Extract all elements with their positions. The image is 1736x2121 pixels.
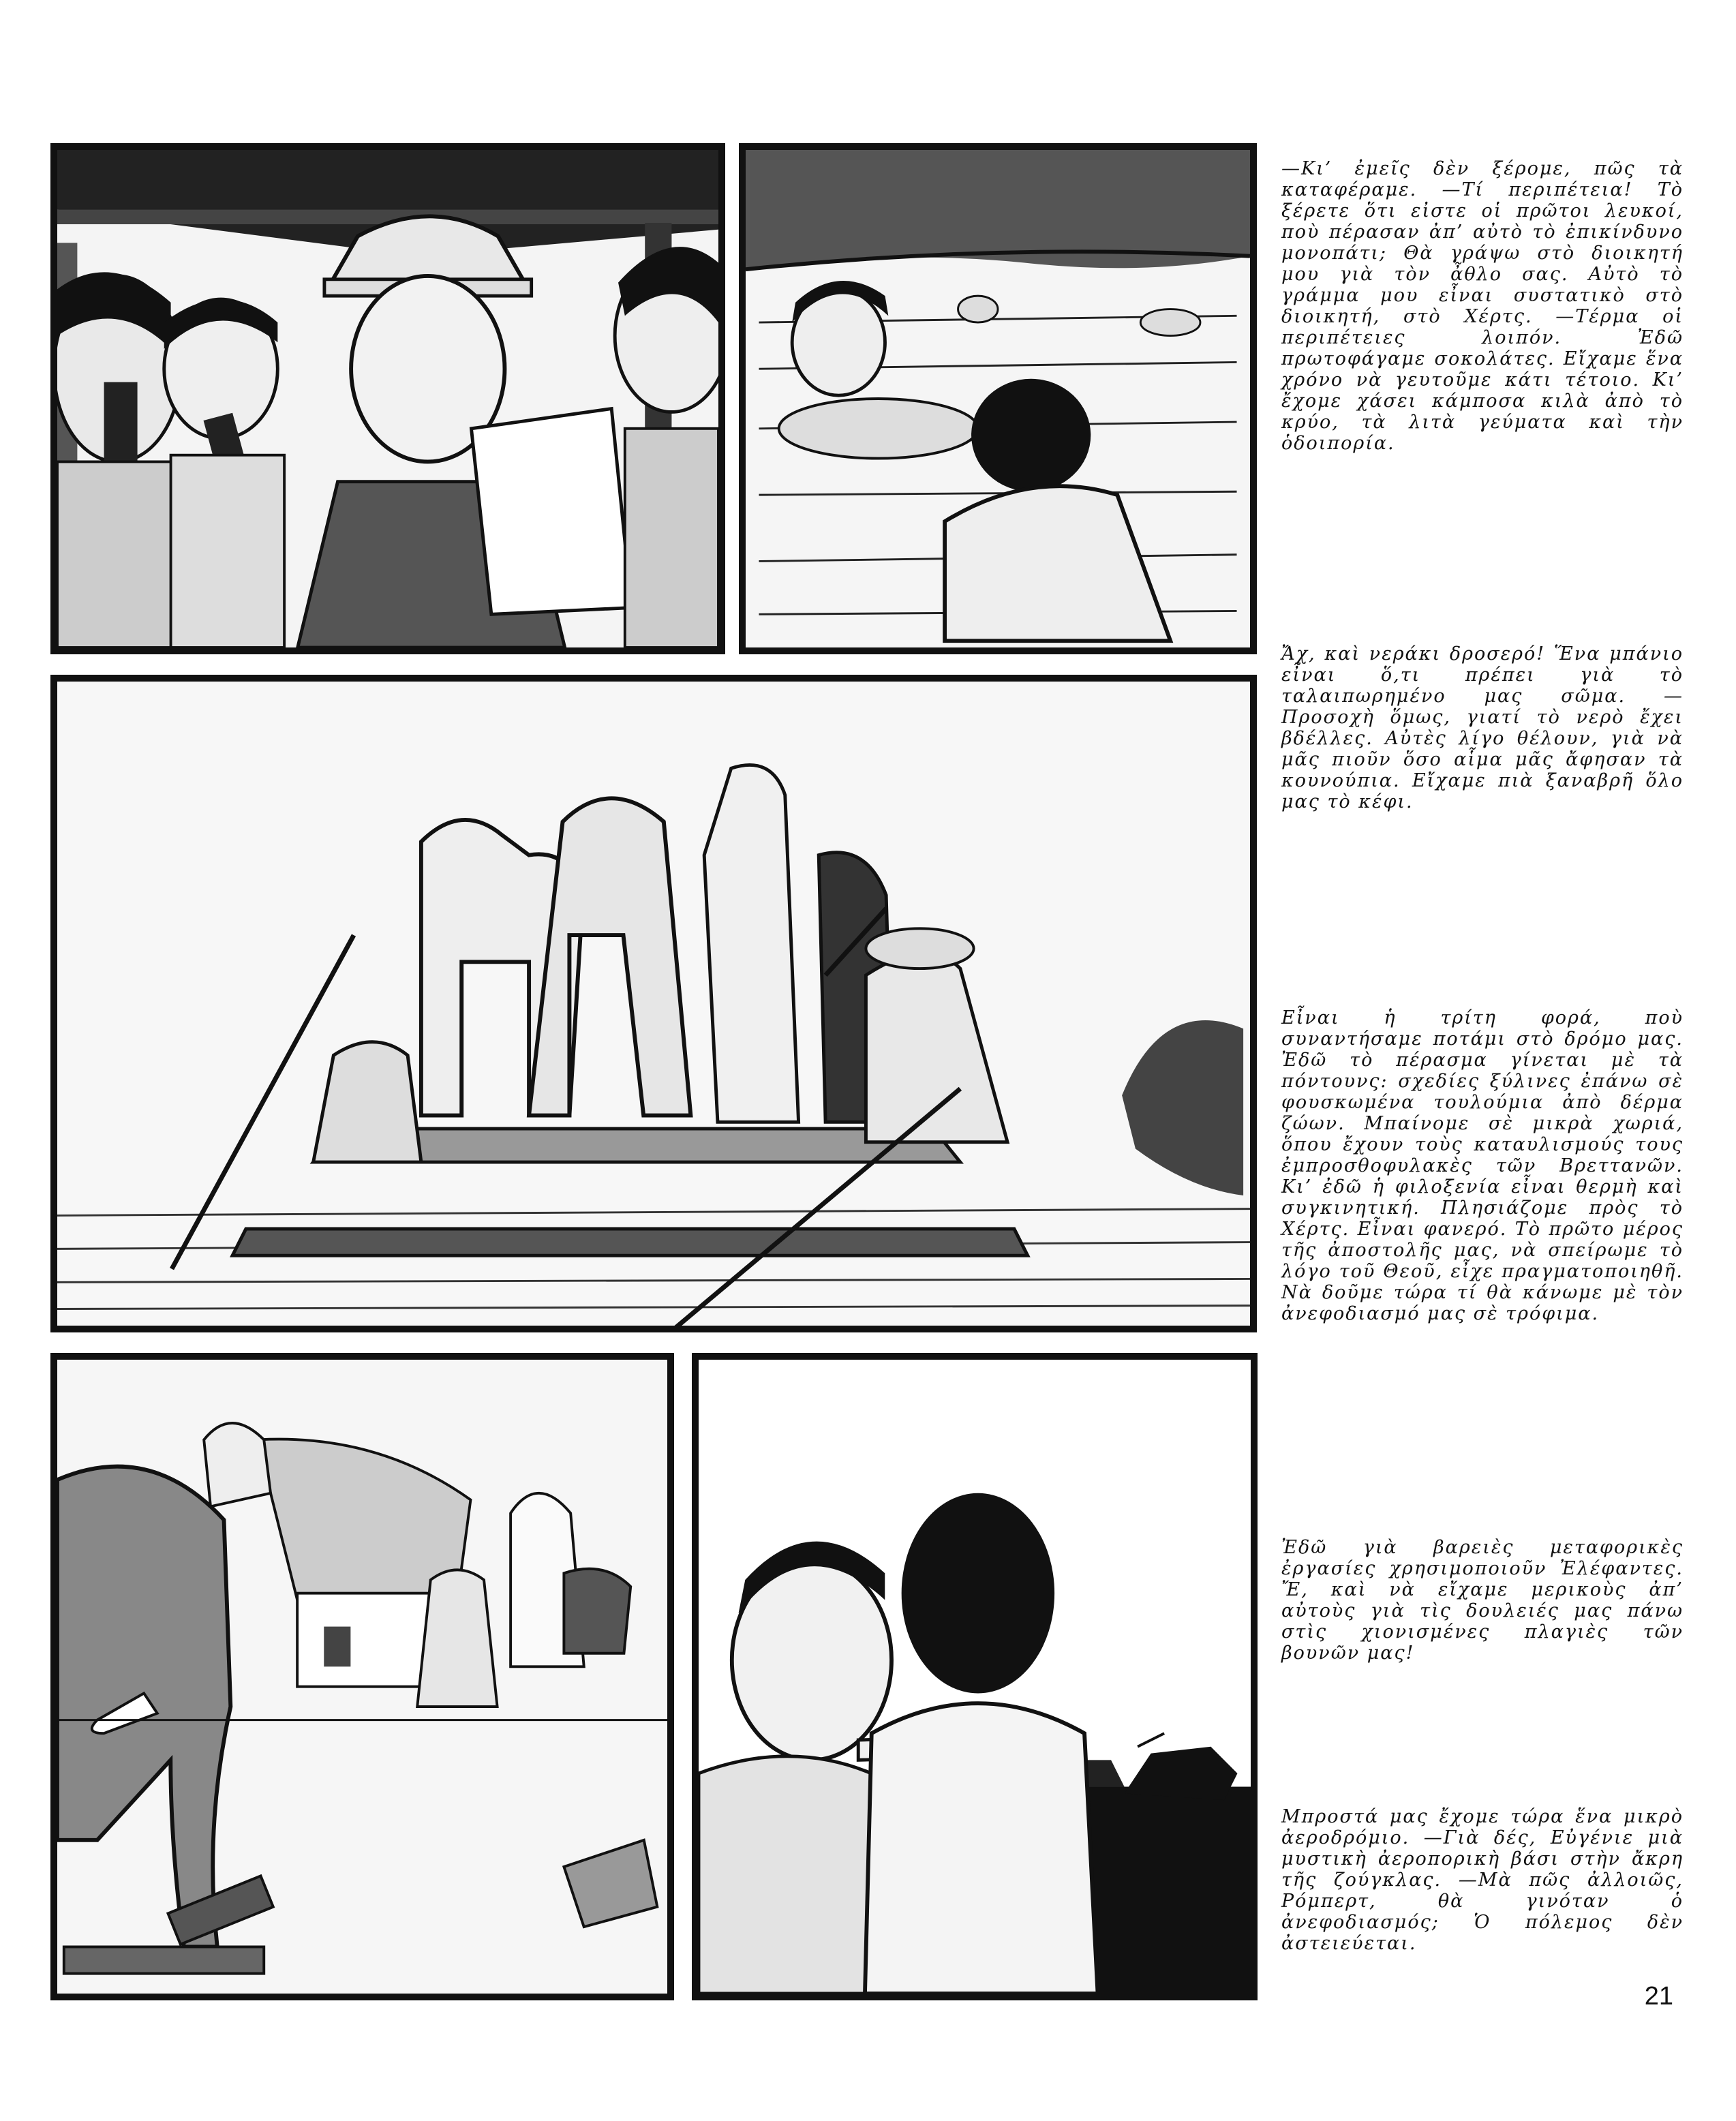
- panel-illustration-swimming: [746, 150, 1250, 647]
- caption-officer-letter: —Κι’ ἐμεῖς δὲν ξέρομε, πῶς τὰ καταφέραμε. —Τί περιπέτεια! Τὸ ξέρετε ὅτι εἰστε οἱ πρῶτοι λευκοί, ποὺ πέρασαν ἀπ’ αὐτὸ τὸ ἐπικίνδυνο μονοπάτι; Θὰ γράψω στὸ διοικητή μου γιὰ τὸν ἆθλο σας. Αὐτὸ τὸ γράμμα μου εἶναι συστατικὸ στὸ διοικητή, στὸ Χέρτς. —Τέρμα οἱ περιπέτειες λοιπόν. Ἐδῶ πρωτοφάγαμε σοκολάτες. Εἴχαμε ἕνα χρόνο νὰ γευτοῦμε κάτι τέτοιο. Κι’ ἔχομε χάσει κάμποσα κιλὰ ἀπὸ τὸ κρύο, τὰ λιτὰ γεύματα καὶ τὴν ὁδοιπορία.: [1281, 158, 1684, 454]
- comic-panel-raft-crossing: [50, 675, 1257, 1332]
- comic-panel-elephant: [50, 1353, 674, 2000]
- panel-illustration-officer-letter: [57, 150, 718, 647]
- panel-illustration-airfield: [699, 1360, 1251, 1994]
- caption-river-crossing: Εἶναι ἡ τρίτη φορά, ποὺ συναντήσαμε ποτάμι στὸ δρόμο μας. Ἐδῶ τὸ πέρασμα γίνεται μὲ τὰ πόντουνς: σχεδίες ξύλινες ἐπάνω σὲ φουσκωμένα τουλούμια ἀπὸ δέρμα ζώων. Μπαίνομε σὲ μικρὰ χωριά, ὅπου ἔχουν τοὺς καταυλισμούς τους ἐμπροσθοφυλακὲς τῶν Βρεττανῶν. Κι’ ἐδῶ ἡ φιλοξενία εἶναι θερμὴ καὶ συγκινητική. Πλησιάζομε πρὸς τὸ Χέρτς. Εἶναι φανερό. Τὸ πρῶτο μέρος τῆς ἀποστολῆς μας, νὰ σπείρωμε τὸ λόγο τοῦ Θεοῦ, εἶχε πραγματοποιηθῆ. Νὰ δοῦμε τώρα τί θὰ κάνωμε μὲ τὸν ἀνεφοδιασμό μας σὲ τρόφιμα.: [1281, 1007, 1684, 1324]
- caption-airfield: Μπροστά μας ἔχομε τώρα ἕνα μικρὸ ἀεροδρόμιο. —Γιὰ δές, Εὐγένιε μιὰ μυστικὴ ἀεροπορικὴ βάσι στὴν ἄκρη τῆς ζούγκλας. —Μὰ πῶς ἀλλοιῶς, Ρόμπερτ, θὰ γινόταν ὁ ἀνεφοδιασμός; Ὁ πόλεμος δὲν ἀστειεύεται.: [1281, 1806, 1684, 1954]
- caption-bath-leeches: Ἄχ, καὶ νεράκι δροσερό! Ἕνα μπάνιο εἶναι ὅ,τι πρέπει γιὰ τὸ ταλαιπωρημένο μας σῶμα. —Προσοχὴ ὅμως, γιατί τὸ νερὸ ἔχει βδέλλες. Αὐτὲς λίγο θέλουν, γιὰ νὰ μᾶς πιοῦν ὅσο αἷμα μᾶς ἄφησαν τὰ κουνούπια. Εἴχαμε πιὰ ξαναβρῆ ὅλο μας τὸ κέφι.: [1281, 643, 1684, 812]
- caption-elephants: Ἐδῶ γιὰ βαρειὲς μεταφορικὲς ἐργασίες χρησιμοποιοῦν Ἐλέφαντες. Ἔ, καὶ νὰ εἴχαμε μερικοὺς ἀπ’ αὐτοὺς γιὰ τὶς δουλειές μας πάνω στὶς χιονισμένες πλαγιὲς τῶν βουνῶν μας!: [1281, 1537, 1684, 1664]
- page-number: 21: [1644, 1982, 1673, 2011]
- comic-panel-swimming: [739, 143, 1257, 654]
- comic-panel-airfield: [692, 1353, 1258, 2000]
- panel-illustration-raft: [57, 682, 1250, 1326]
- panel-illustration-elephant: [57, 1360, 667, 1994]
- comic-panel-officer-letter: [50, 143, 725, 654]
